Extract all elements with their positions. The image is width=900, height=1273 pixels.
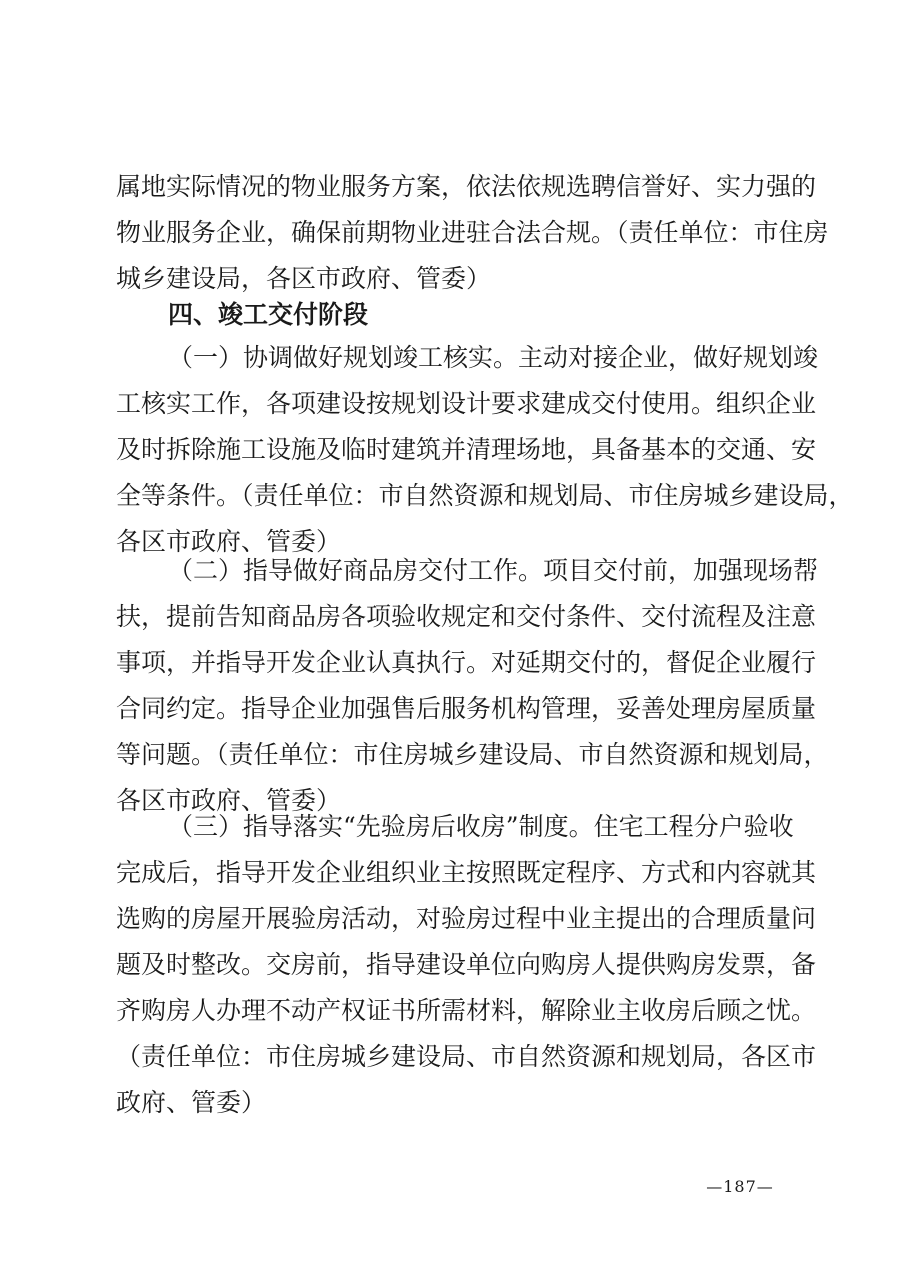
text-line: 物业服务企业，确保前期物业进驻合法合规。（责任单位：市住房 bbox=[116, 218, 829, 247]
text-line: 城乡建设局，各区市政府、管委） bbox=[116, 264, 492, 293]
text-line: （责任单位：市住房城乡建设局、市自然资源和规划局，各区市 bbox=[116, 1042, 817, 1071]
text-line: （二）指导做好商品房交付工作。项目交付前，加强现场帮 bbox=[168, 556, 819, 585]
text-line: 及时拆除施工设施及临时建筑并清理场地，具备基本的交通、安 bbox=[116, 435, 817, 464]
text-line: 属地实际情况的物业服务方案，依法依规选聘信誉好、实力强的 bbox=[116, 172, 817, 201]
text-line: 合同约定。指导企业加强售后服务机构管理，妥善处理房屋质量 bbox=[116, 694, 817, 723]
text-line: 题及时整改。交房前，指导建设单位向购房人提供购房发票，备 bbox=[116, 950, 817, 979]
text-line: 各区市政府、管委） bbox=[116, 527, 342, 556]
paragraph-item-3 bbox=[116, 804, 817, 1126]
text-line: 扶，提前告知商品房各项验收规定和交付条件、交付流程及注意 bbox=[116, 602, 817, 631]
text-line: 等问题。（责任单位：市住房城乡建设局、市自然资源和规划局， bbox=[116, 740, 829, 769]
page-number: —187— bbox=[706, 1177, 774, 1196]
text-line: 政府、管委） bbox=[116, 1088, 267, 1117]
text-line: 选购的房屋开展验房活动，对验房过程中业主提出的合理质量问 bbox=[116, 904, 817, 933]
text-line: 事项，并指导开发企业认真执行。对延期交付的，督促企业履行 bbox=[116, 648, 817, 677]
text-line: 齐购房人办理不动产权证书所需材料，解除业主收房后顾之忧。 bbox=[116, 996, 817, 1025]
text-line: 工核实工作，各项建设按规划设计要求建成交付使用。组织企业 bbox=[116, 389, 817, 418]
paragraph-item-1 bbox=[116, 335, 854, 565]
paragraph-item-2 bbox=[116, 548, 829, 824]
text-line: 各区市政府、管委） bbox=[116, 786, 342, 815]
text-line: （一）协调做好规划竣工核实。主动对接企业，做好规划竣 bbox=[168, 343, 819, 372]
text-line: 全等条件。（责任单位：市自然资源和规划局、市住房城乡建设局， bbox=[116, 481, 854, 510]
continuation-paragraph bbox=[116, 164, 829, 302]
text-line: （三）指导落实“先验房后收房”制度。住宅工程分户验收 bbox=[168, 812, 794, 841]
section-heading bbox=[116, 292, 788, 338]
section-heading-text: 四、竣工交付阶段 bbox=[168, 300, 369, 329]
text-line: 完成后，指导开发企业组织业主按照既定程序、方式和内容就其 bbox=[116, 858, 817, 887]
